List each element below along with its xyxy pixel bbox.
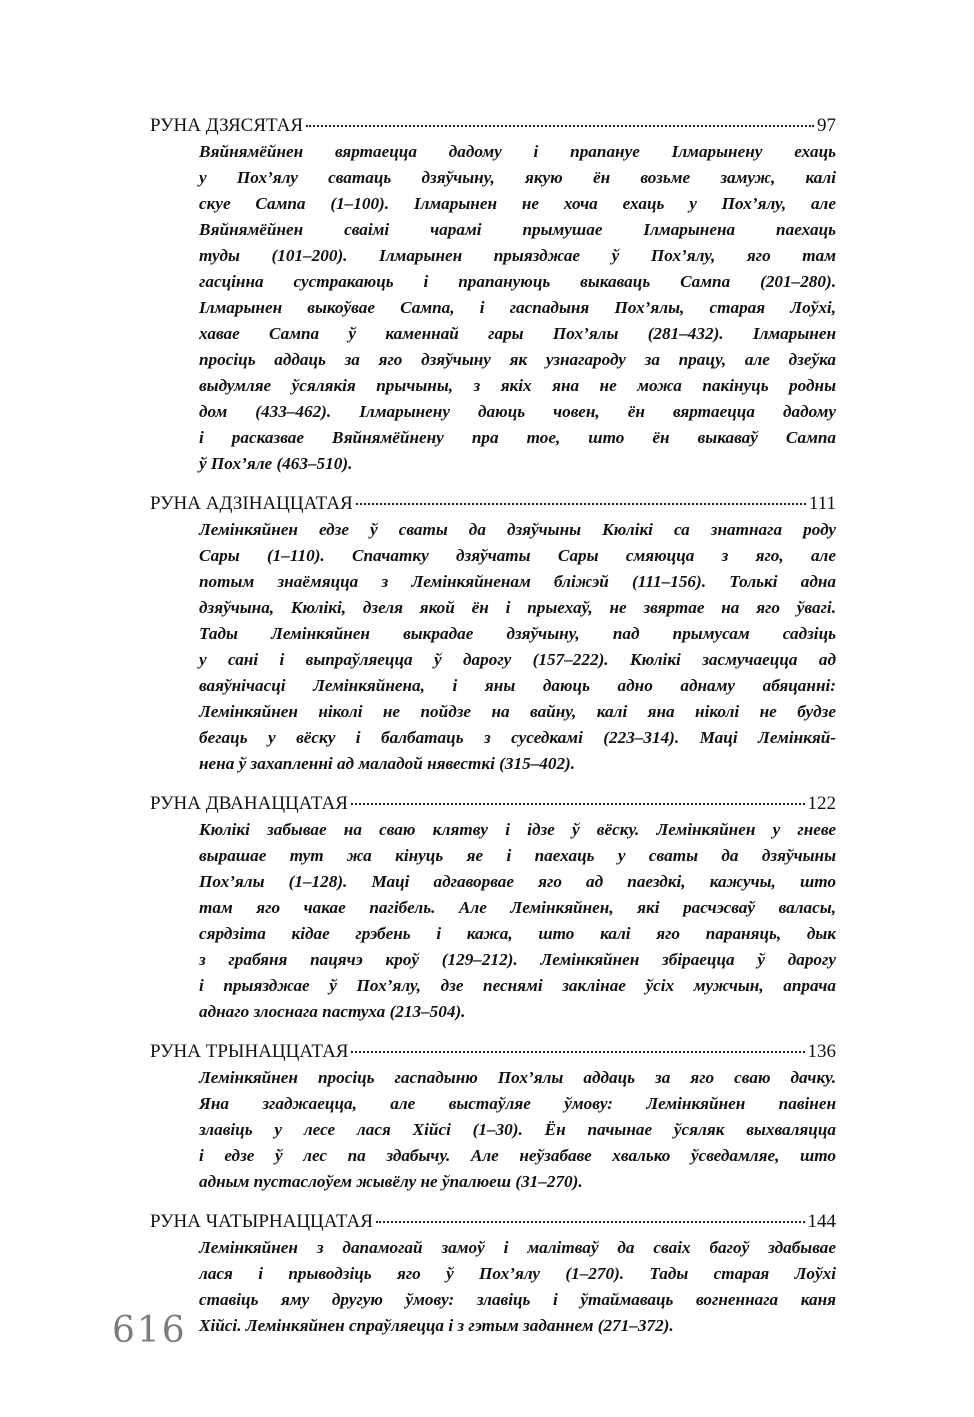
summary-line: Лемінкяйнен едзе ў сваты да дзяўчыны Кюлікі са знатнага роду xyxy=(199,520,836,539)
chapter-summary xyxy=(199,1235,836,1339)
summary-line: скуе Сампа (1–100). Ілмарынен не хоча ехаць у Пох’ялу, але xyxy=(199,194,836,213)
summary-line: і расказвае Вяйнямёйнену пра тое, што ён выкаваў Сампа xyxy=(199,428,836,447)
summary-line: вырашае тут жа кінуць яе і паехаць у сваты да дзяўчыны xyxy=(199,846,836,865)
chapter-summary xyxy=(199,817,836,1025)
toc-heading[interactable] xyxy=(150,1209,836,1235)
dot-leader xyxy=(306,125,814,127)
summary-line: у Пох’ялу сватаць дзяўчыну, якую ён возьме замуж, калі xyxy=(199,168,836,187)
chapter-title: РУНА ТРЫНАЦЦАТАЯ xyxy=(150,1041,349,1062)
summary-line: адным пустаслоўем жывёлу не ўпалюеш (31–270). xyxy=(199,1172,583,1191)
summary-line: Лемінкяйнен просіць гаспадыню Пох’ялы аддаць за яго сваю дачку. xyxy=(199,1068,836,1087)
summary-line: і прыязджае ў Пох’ялу, дзе песнямі заклінае ўсіх мужчын, апрача xyxy=(199,976,836,995)
summary-line: Лемінкяйнен з дапамогай замоў і малітваў да сваіх багоў здабывае xyxy=(199,1238,836,1257)
summary-line: лася і прыводзіць яго ў Пох’ялу (1–270). Тады старая Лоўхі xyxy=(199,1264,836,1283)
summary-line: там яго чакае пагібель. Але Лемінкяйнен, які расчэсваў валасы, xyxy=(199,898,836,917)
dot-leader xyxy=(376,1221,805,1223)
summary-line: Ілмарынен выкоўвае Сампа, і гаспадыня Пох’ялы, старая Лоўхі, xyxy=(199,298,836,317)
summary-line: хавае Сампа ў каменнай гары Пох’ялы (281–432). Ілмарынен xyxy=(199,324,836,343)
toc-heading[interactable] xyxy=(150,791,836,817)
summary-line: дом (433–462). Ілмарынену даюць човен, ён вяртаецца дадому xyxy=(199,402,836,421)
summary-line: просіць аддаць за яго дзяўчыну як узнагароду за працу, але дзеўка xyxy=(199,350,836,369)
chapter-summary xyxy=(199,139,836,477)
summary-line: дзяўчына, Кюлікі, дзеля якой ён і прыехаў, не звяртае на яго ўвагі. xyxy=(199,598,836,617)
chapter-title: РУНА ДВАНАЦЦАТАЯ xyxy=(150,793,348,814)
summary-line: аднаго злоснага пастуха (213–504). xyxy=(199,1002,466,1021)
summary-line: туды (101–200). Ілмарынен прыязджае ў Пох’ялу, яго там xyxy=(199,246,836,265)
summary-line: Тады Лемінкяйнен выкрадае дзяўчыну, пад прымусам садзіць xyxy=(199,624,836,643)
summary-line: Сары (1–110). Спачатку дзяўчаты Сары смяюцца з яго, але xyxy=(199,546,836,565)
summary-line: потым знаёмяцца з Лемінкяйненам бліжэй (111–156). Толькі адна xyxy=(199,572,836,591)
summary-line: Вяйнямёйнен вяртаецца дадому і прапануе Ілмарынену ехаць xyxy=(199,142,836,161)
summary-line: і едзе ў лес па здабычу. Але неўзабаве хвалько ўсведамляе, што xyxy=(199,1146,836,1165)
toc-entry xyxy=(150,1039,836,1195)
summary-line: ў Пох’яле (463–510). xyxy=(199,454,353,473)
chapter-page-number: 122 xyxy=(807,793,836,814)
table-of-contents xyxy=(150,113,836,1353)
summary-line: злавіць у лесе лася Хійсі (1–30). Ён пачынае ўсяляк выхваляцца xyxy=(199,1120,836,1139)
chapter-title: РУНА ДЗЯСЯТАЯ xyxy=(150,115,304,136)
summary-line: Хійсі. Лемінкяйнен спраўляецца і з гэтым заданнем (271–372). xyxy=(199,1316,674,1335)
toc-entry xyxy=(150,791,836,1025)
summary-line: Кюлікі забывае на сваю клятву і ідзе ў вёску. Лемінкяйнен у гневе xyxy=(199,820,836,839)
chapter-summary xyxy=(199,517,836,777)
chapter-title: РУНА АДЗІНАЦЦАТАЯ xyxy=(150,493,353,514)
summary-line: ваяўнічасці Лемінкяйнена, і яны даюць адно аднаму абяцанні: xyxy=(199,676,836,695)
toc-heading[interactable] xyxy=(150,113,836,139)
summary-line: у сані і выпраўляецца ў дарогу (157–222). Кюлікі засмучаецца ад xyxy=(199,650,836,669)
toc-heading[interactable] xyxy=(150,491,836,517)
summary-line: Яна згаджаецца, але выстаўляе ўмову: Лемінкяйнен павінен xyxy=(199,1094,836,1113)
summary-line: Пох’ялы (1–128). Маці адгаворвае яго ад паездкі, кажучы, што xyxy=(199,872,836,891)
summary-line: Лемінкяйнен ніколі не пойдзе на вайну, калі яна ніколі не будзе xyxy=(199,702,836,721)
chapter-page-number: 111 xyxy=(808,493,836,514)
toc-entry xyxy=(150,1209,836,1339)
dot-leader xyxy=(356,503,806,505)
dot-leader xyxy=(351,803,805,805)
chapter-page-number: 136 xyxy=(807,1041,836,1062)
chapter-summary xyxy=(199,1065,836,1195)
chapter-page-number: 97 xyxy=(817,115,836,136)
toc-entry xyxy=(150,113,836,477)
toc-entry xyxy=(150,491,836,777)
summary-line: бегаць у вёску і балбатаць з суседкамі (223–314). Маці Лемінкяй- xyxy=(199,728,836,747)
dot-leader xyxy=(351,1051,804,1053)
chapter-page-number: 144 xyxy=(807,1211,836,1232)
summary-line: ставіць яму другую ўмову: злавіць і ўтаймаваць вогненнага каня xyxy=(199,1290,836,1309)
page-number: 616 xyxy=(112,1310,187,1351)
summary-line: нена ў захапленні ад маладой нявесткі (315–402). xyxy=(199,754,576,773)
toc-heading[interactable] xyxy=(150,1039,836,1065)
summary-line: з грабяня пацячэ кроў (129–212). Лемінкяйнен збіраецца ў дарогу xyxy=(199,950,836,969)
summary-line: гасцінна сустракаюць і прапануюць выкаваць Сампа (201–280). xyxy=(199,272,836,291)
summary-line: выдумляе ўсялякія прычыны, з якіх яна не можа пакінуць родны xyxy=(199,376,836,395)
summary-line: Вяйнямёйнен сваімі чарамі прымушае Ілмарынена паехаць xyxy=(199,220,836,239)
summary-line: сярдзіта кідае грэбень і кажа, што калі яго параняць, дык xyxy=(199,924,836,943)
chapter-title: РУНА ЧАТЫРНАЦЦАТАЯ xyxy=(150,1211,373,1232)
